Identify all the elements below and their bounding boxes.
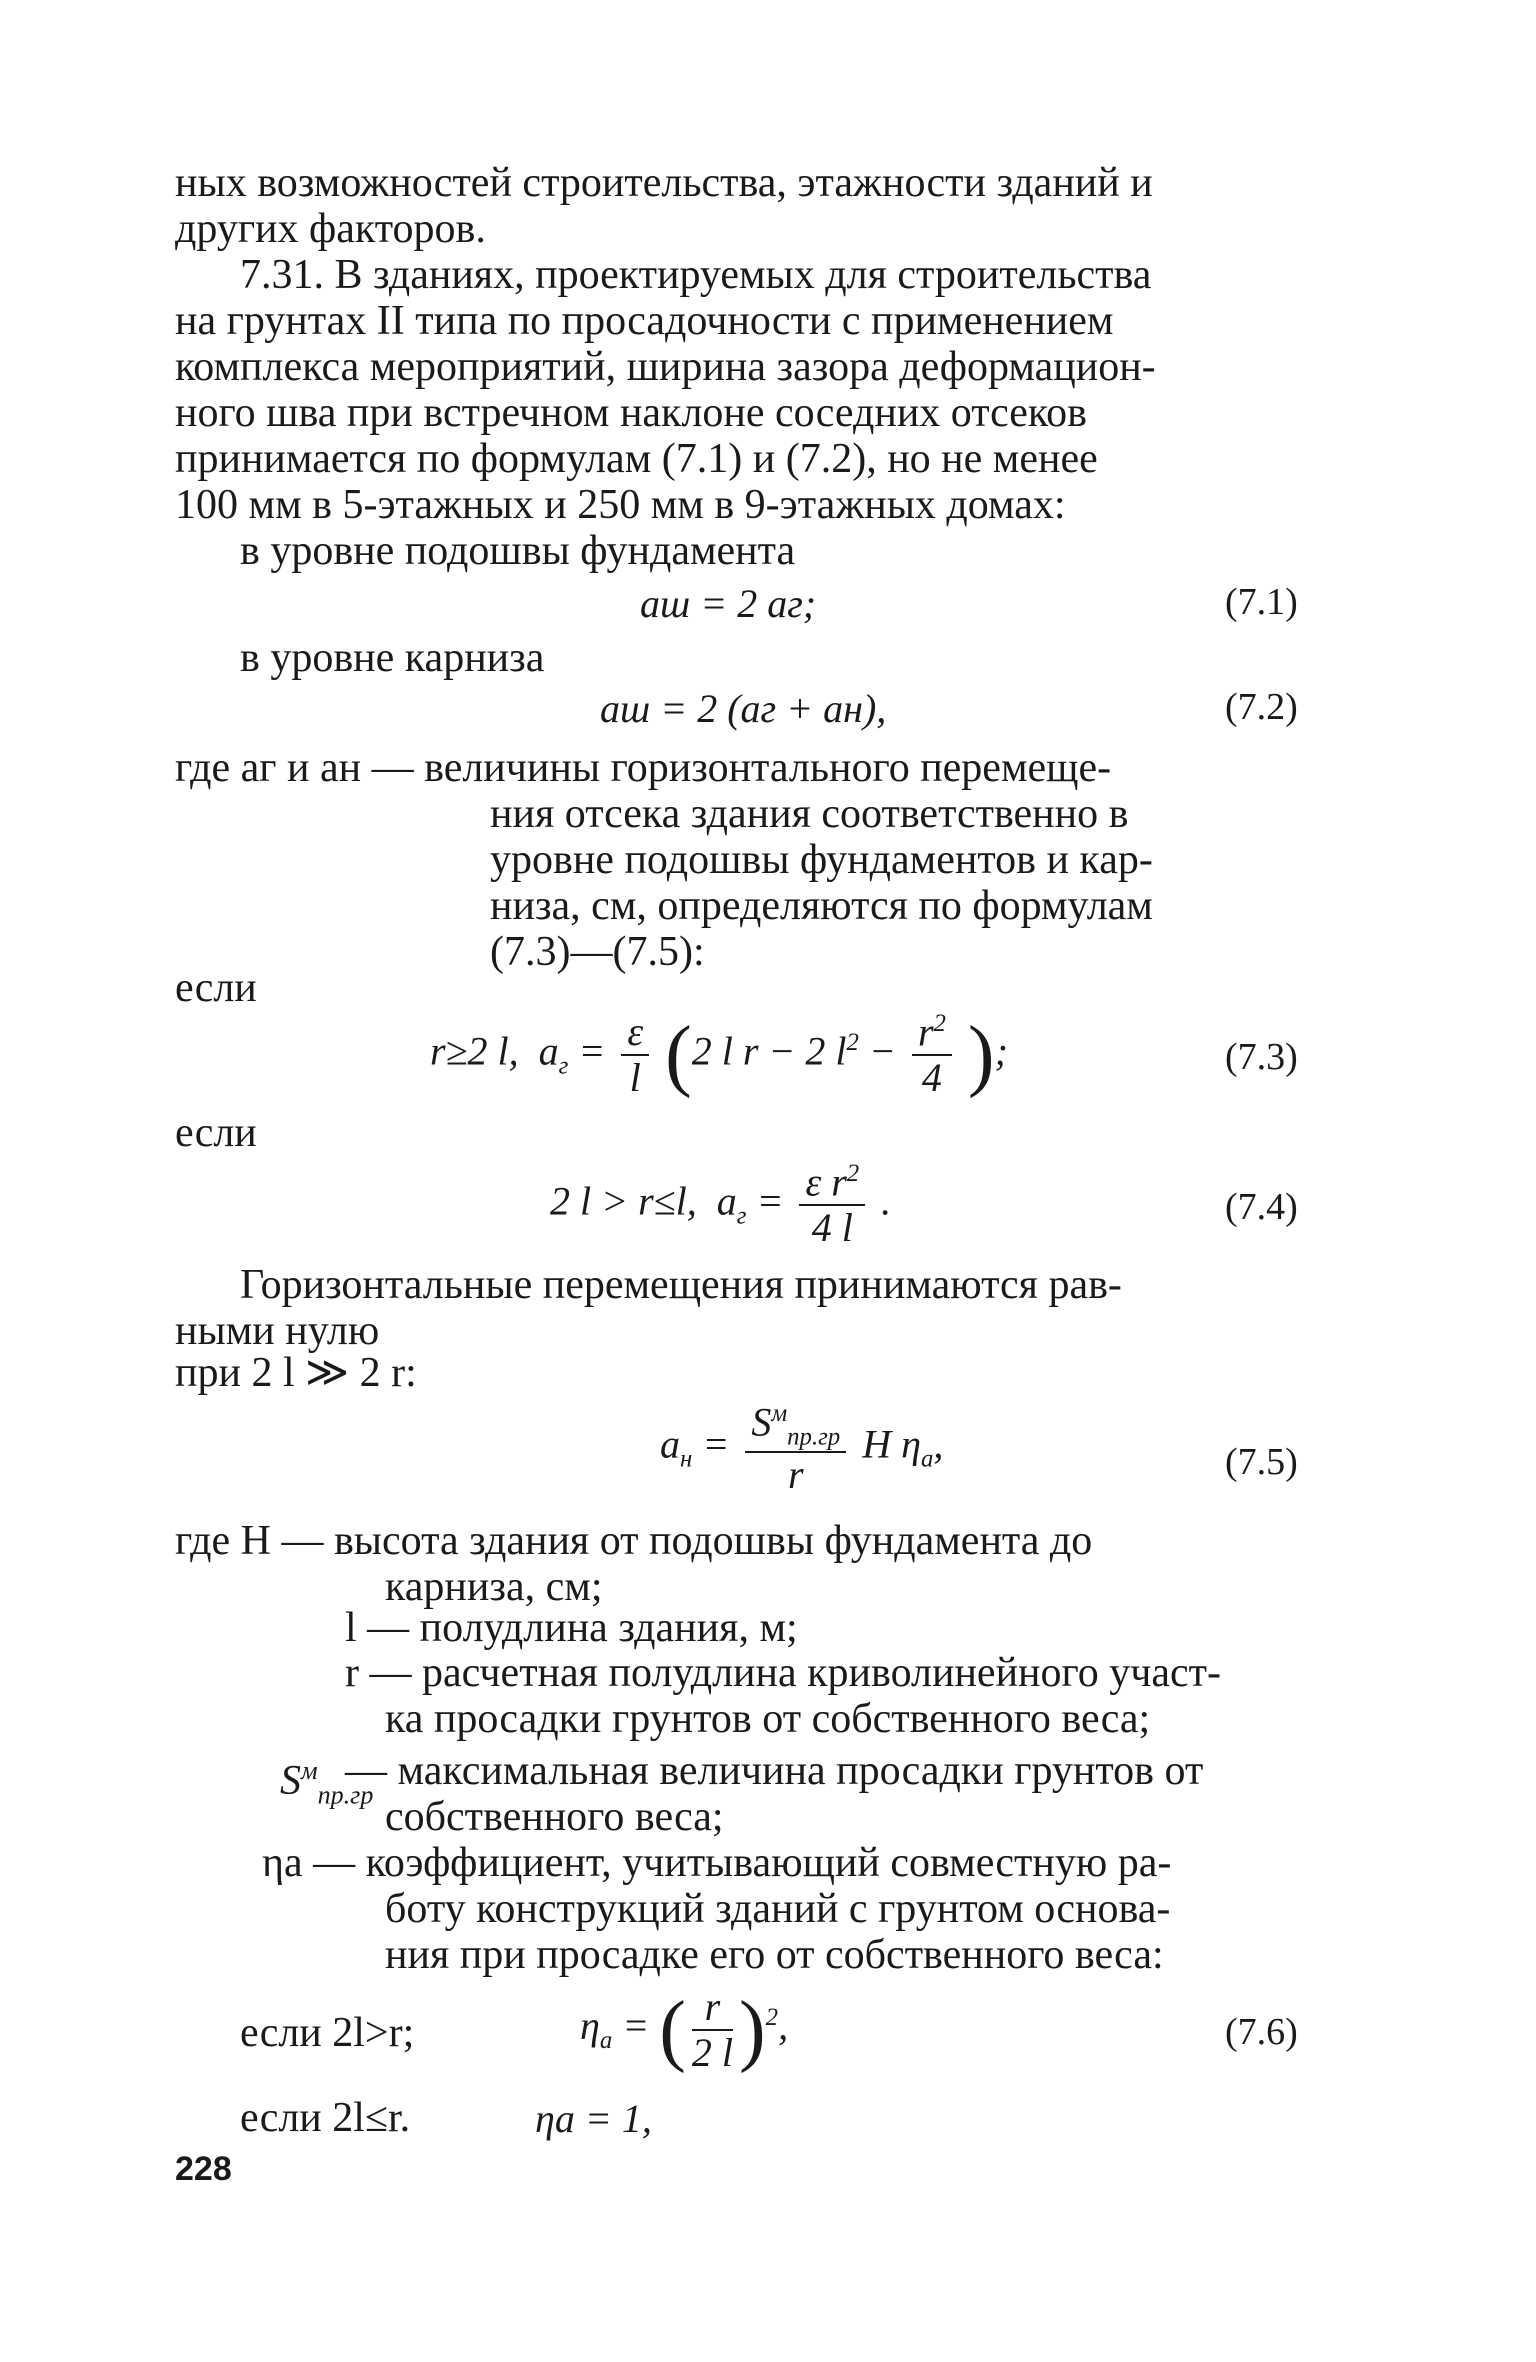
text-line: принимается по формулам (7.1) и (7.2), но не менее — [175, 436, 1098, 482]
text-line: ных возможностей строительства, этажности зданий и — [175, 160, 1153, 206]
condition-line: если 2l≤r. — [240, 2095, 411, 2141]
symbol-s-pr-gr: $S^м_{пр.гр}$ — [280, 1756, 374, 1810]
equation-7-3: r≥2 l, $a_г$ = $\frac{\varepsilon}{l}$ (2 l r − 2 $l^2$ − $\frac{r^2}{4}$ ); — [430, 1009, 1008, 1101]
text-line: если — [175, 965, 257, 1011]
equation-number: (7.5) — [1225, 1441, 1298, 1483]
equation-number: (7.6) — [1225, 2011, 1298, 2053]
equation-7-6: $\eta_a$ = ( $\frac{r}{2 l}$ )$^2$, — [580, 1984, 789, 2075]
equation-eta-1: ηa = 1, — [535, 2096, 652, 2141]
text-line: ного шва при встречном наклоне соседних отсеков — [175, 390, 1088, 436]
definition-eta: ηa — коэффициент, учитывающий совместную ра- — [262, 1840, 1172, 1886]
definition-r: r — расчетная полудлина криволинейного участ- — [345, 1650, 1221, 1696]
equation-7-1: aш = 2 aг; — [640, 581, 817, 626]
paragraph-start: 7.31. В зданиях, проектируемых для строительства — [240, 252, 1152, 298]
text-line: в уровне карниза — [240, 635, 545, 681]
condition-line: если 2l>r; — [240, 2010, 415, 2056]
text-line: 100 мм в 5-этажных и 250 мм в 9-этажных домах: — [175, 482, 1066, 528]
text-line: (7.3)—(7.5): — [490, 929, 705, 975]
text-line: боту конструкций зданий с грунтом основа- — [385, 1886, 1171, 1932]
text-line: ными нулю — [175, 1308, 380, 1354]
equation-7-2: aш = 2 (aг + aн), — [600, 686, 887, 731]
equation-number: (7.3) — [1225, 1036, 1298, 1078]
text-line: при 2 l ≫ 2 r: — [175, 1350, 417, 1396]
text-line: комплекса мероприятий, ширина зазора деформацион- — [175, 344, 1156, 390]
text-line: карниза, см; — [385, 1564, 603, 1610]
text-line: Горизонтальные перемещения принимаются рав- — [240, 1262, 1122, 1308]
equation-number: (7.2) — [1225, 686, 1298, 728]
definition-l: l — полудлина здания, м; — [345, 1605, 798, 1651]
equation-7-5: $a_н$ = $\frac{S^м_{пр.гр}}{r}$ H $\eta_a$, — [660, 1399, 944, 1497]
text-line: на грунтах II типа по просадочности с применением — [175, 298, 1114, 344]
equation-number: (7.4) — [1225, 1186, 1298, 1228]
text-line: ка просадки грунтов от собственного веса; — [385, 1696, 1151, 1742]
text-line: собственного веса; — [385, 1794, 724, 1840]
text-line: если — [175, 1110, 257, 1156]
text-line: ния отсека здания соответственно в — [490, 791, 1129, 837]
text-line: в уровне подошвы фундамента — [240, 528, 796, 574]
text-line: низа, см, определяются по формулам — [490, 883, 1153, 929]
text-line: уровне подошвы фундаментов и кар- — [490, 837, 1153, 883]
equation-7-4: 2 l > r≤l, $a_г$ = $\frac{\varepsilon r^2}{4 l}$ . — [550, 1159, 892, 1251]
text-line: ния при просадке его от собственного веса: — [385, 1932, 1164, 1978]
equation-number: (7.1) — [1225, 581, 1298, 623]
text-line: других факторов. — [175, 206, 486, 252]
definition-H: где H — высота здания от подошвы фундамента до — [175, 1518, 1093, 1564]
definition-s: — максимальная величина просадки грунтов от — [345, 1748, 1204, 1794]
page-number: 228 — [175, 2150, 232, 2188]
text-line: где aг и aн — величины горизонтального перемеще- — [175, 745, 1112, 791]
